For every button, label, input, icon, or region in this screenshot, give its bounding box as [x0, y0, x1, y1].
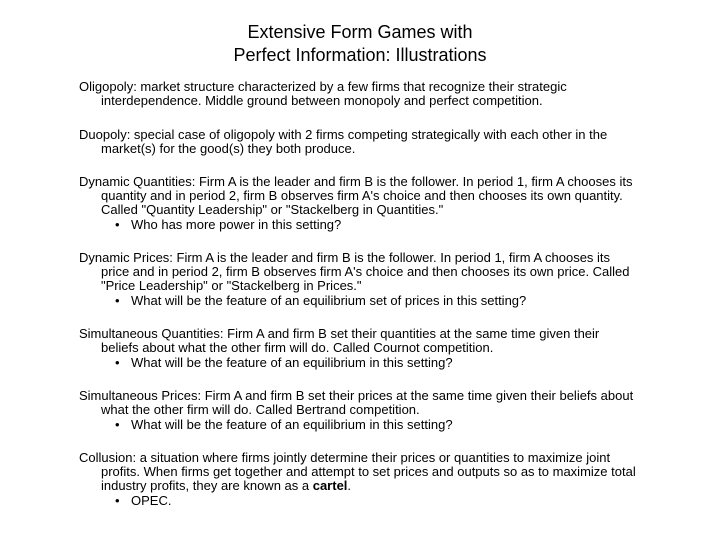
bullet-icon: • [115, 217, 120, 232]
term-simultaneous-prices: Simultaneous Prices [79, 388, 198, 403]
bullet-text: What will be the feature of an equilibrium in this setting? [131, 417, 453, 432]
paragraph-collusion [79, 451, 639, 493]
term-dynamic-quantities: Dynamic Quantities [79, 174, 192, 189]
bullet-dynamic-prices [115, 294, 639, 308]
definition-oligopoly: : market structure characterized by a few firms that recognize their strategic interdependence. Middle ground between monopoly and perfect competition. [101, 79, 567, 108]
definition-collusion: : a situation where firms jointly determine their prices or quantities to maximize joint profits. When firms get together and attempt to set prices and outputs so as to maximize total industry profits, they are known as a [101, 450, 636, 493]
title-line-1: Extensive Form Games with [247, 22, 473, 42]
definition-simultaneous-prices: : Firm A and firm B set their prices at the same time given their beliefs about what the other firm will do. Called Bertrand competition. [101, 388, 634, 417]
term-dynamic-prices: Dynamic Prices [79, 250, 170, 265]
paragraph-oligopoly [79, 80, 639, 108]
bullet-text: Who has more power in this setting? [131, 217, 342, 232]
bullet-icon: • [115, 293, 120, 308]
bullet-text: What will be the feature of an equilibrium in this setting? [131, 355, 453, 370]
paragraph-simultaneous-quantities [79, 327, 639, 355]
definition-simultaneous-quantities: : Firm A and firm B set their quantities at the same time given their beliefs about what the other firm will do. Called Cournot competition. [101, 326, 600, 355]
term-oligopoly: Oligopoly [79, 79, 134, 94]
bullet-simultaneous-quantities [115, 356, 639, 370]
term-collusion: Collusion [79, 450, 133, 465]
term-duopoly: Duopoly [79, 127, 127, 142]
bullet-collusion [115, 494, 639, 508]
definition-dynamic-prices: : Firm A is the leader and firm B is the follower. In period 1, firm A chooses its price and in period 2, firm B observes firm A's choice and then chooses its own price. Called "Price Leadership" or "Stackelberg in Prices." [101, 250, 630, 293]
paragraph-duopoly [79, 128, 639, 156]
paragraph-dynamic-prices [79, 251, 639, 293]
bullet-simultaneous-prices [115, 418, 639, 432]
term-simultaneous-quantities: Simultaneous Quantities [79, 326, 220, 341]
paragraph-dynamic-quantities [79, 175, 639, 217]
paragraph-simultaneous-prices [79, 389, 639, 417]
bullet-icon: • [115, 493, 120, 508]
slide-body [79, 80, 639, 508]
term-cartel: cartel [312, 478, 348, 493]
title-line-2: Perfect Information: Illustrations [233, 45, 487, 65]
bullet-text: What will be the feature of an equilibrium set of prices in this setting? [131, 293, 527, 308]
bullet-dynamic-quantities [115, 218, 639, 232]
bullet-text: OPEC. [131, 493, 172, 508]
definition-dynamic-quantities: : Firm A is the leader and firm B is the follower. In period 1, firm A chooses its quantity and in period 2, firm B observes firm A's choice and then chooses its own quantity. Called "Quantity Leadership" or "Stackelberg in Quantities." [101, 174, 633, 217]
definition-duopoly: : special case of oligopoly with 2 firms competing strategically with each other in the market(s) for the good(s) they both produce. [101, 127, 608, 156]
definition-collusion-end: . [347, 478, 352, 493]
bullet-icon: • [115, 417, 120, 432]
slide-title [0, 21, 720, 67]
bullet-icon: • [115, 355, 120, 370]
